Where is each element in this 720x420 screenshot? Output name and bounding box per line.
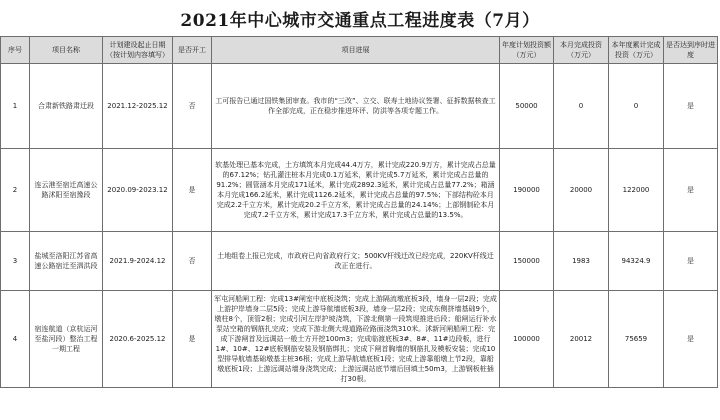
header-name: 项目名称 <box>30 37 103 64</box>
cell-no: 1 <box>1 64 30 149</box>
page-title: 2021年中心城市交通重点工程进度表（7月） <box>180 11 540 31</box>
cell-started: 是 <box>173 291 212 388</box>
cell-annual-plan: 190000 <box>500 149 554 232</box>
cell-progress: 工可报告已通过国铁集团审查。我市的“三改”、立交、联寿土地协议签署、征拆数据核查工作全部完成，正在稳步推进环评、防洪等各项专题工作。 <box>212 64 500 149</box>
header-month-done: 本月完成投资（万元） <box>554 37 609 64</box>
table-row <box>1 149 718 232</box>
cell-period: 2021.9-2024.12 <box>103 232 173 291</box>
cell-year-done: 94324.9 <box>609 232 664 291</box>
cell-annual-plan: 50000 <box>500 64 554 149</box>
table-row <box>1 291 718 388</box>
table-row <box>1 64 718 149</box>
table-header-row <box>1 37 718 64</box>
cell-name: 盐城至洛阳江苏省高速公路宿迁至泗洪段 <box>30 232 103 291</box>
cell-no: 2 <box>1 149 30 232</box>
header-period: 计划建设起止日期（按计划内容填写） <box>103 37 173 64</box>
cell-no: 3 <box>1 232 30 291</box>
cell-started: 否 <box>173 232 212 291</box>
header-on-schedule: 是否达到序时进度 <box>664 37 718 64</box>
cell-annual-plan: 150000 <box>500 232 554 291</box>
header-year-done: 本年度累计完成投资（万元） <box>609 37 664 64</box>
header-no: 序号 <box>1 37 30 64</box>
header-annual-plan: 年度计划投资额（万元） <box>500 37 554 64</box>
cell-name: 合肃新铁路肃迁段 <box>30 64 103 149</box>
cell-no: 4 <box>1 291 30 388</box>
cell-month-done: 0 <box>554 64 609 149</box>
cell-period: 2021.12-2025.12 <box>103 64 173 149</box>
cell-progress: 软基处理已基本完成，土方填筑本月完成44.4万方，累计完成220.9万方，累计完成占总量的67.12%；钻孔灌注桩本月完成0.1万延米，累计完成5.7万延米，累计完成占总量的91.2%；圆管涵本月完成171延米，累计完成2892.3延米，累计完成占总量77.2%；箱涵本月完成166.2延米，累计完成1126.2延米，累计完成占总量的97.5%；下部结构砼本月完成2.2千立方米，累计完成20.2千立方米，累计完成占总量的24.14%；上部钢制砼本月完成7.2千立方米，累计完成17.3千立方米，累计完成占总量的13.5%。 <box>212 149 500 232</box>
header-started: 是否开工 <box>173 37 212 64</box>
table-row <box>1 232 718 291</box>
cell-month-done: 1983 <box>554 232 609 291</box>
progress-table <box>0 36 718 388</box>
cell-progress: 土地组卷上报已完成，市政府已向省政府行文；500KV杆线迁改已经完成，220KV杆线迁改正在进行。 <box>212 232 500 291</box>
cell-progress: 军屯河船闸工程：完成13#闸室中底板浇筑；完成上游隔流墩底板3段，墙身一层2段；完成上游护岸墙身二层5段；完成上游导航墙底板3段，墙身一层2段；完成东侧挤墙基础9个，墩柱8个，顶管2根；完成引河左岸护坡浇筑，下游北侧第一段筑堤推进后段；船闸运行补水泵站空箱的钢筋扎完成；完成下游北侧大堤道路砼路面浇筑310米。沭新河闸船闸工程：完成下游闸首及远调站一般土方开挖100m3；完成临渡底板3#、8#、11#边段板，进行1#、10#、12#底板钢筋安装及钢筋绑扎；完成下闸首胸墙的钢筋扎及模板安装；完成10型排导航墙基础墩基主桩36根；完成上游导航墙底板1段；完成上游靠船墩上节2段，靠船墩底板1段；上游远调站墙身浇筑完成；上游远调站底节墙后回填土50m3，上游钢板桩插打30根。 <box>212 291 500 388</box>
cell-annual-plan: 100000 <box>500 291 554 388</box>
cell-on-schedule: 是 <box>664 149 718 232</box>
cell-on-schedule: 是 <box>664 291 718 388</box>
cell-name: 宿连航道（京杭运河至盐河段）整治工程一期工程 <box>30 291 103 388</box>
cell-period: 2020.09-2023.12 <box>103 149 173 232</box>
cell-name: 连云港至宿迁高速公路沭阳至宿豫段 <box>30 149 103 232</box>
cell-on-schedule: 是 <box>664 232 718 291</box>
header-progress: 项目进展 <box>212 37 500 64</box>
cell-year-done: 0 <box>609 64 664 149</box>
cell-year-done: 122000 <box>609 149 664 232</box>
cell-month-done: 20012 <box>554 291 609 388</box>
cell-month-done: 20000 <box>554 149 609 232</box>
cell-started: 是 <box>173 149 212 232</box>
cell-started: 否 <box>173 64 212 149</box>
cell-on-schedule: 是 <box>664 64 718 149</box>
cell-period: 2020.6-2025.12 <box>103 291 173 388</box>
cell-year-done: 75659 <box>609 291 664 388</box>
